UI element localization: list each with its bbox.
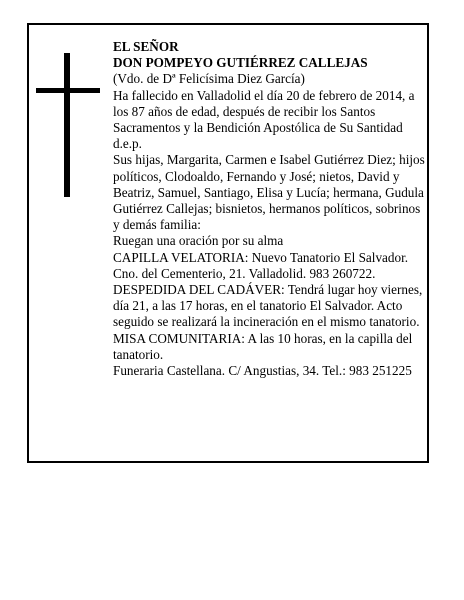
family-list: Sus hijas, Margarita, Carmen e Isabel Gutiérrez Diez; hijos políticos, Clodoaldo, Fernando y José; nietos, David y Beatriz, Samuel, Santiago, Elisa y Lucía; hermana, Gudula Gutiérrez Callejas; bisnietos, hermanos políticos, sobrinos y demás familia: xyxy=(113,152,425,233)
chapel-info: CAPILLA VELATORIA: Nuevo Tanatorio El Salvador. Cno. del Cementerio, 21. Valladolid. 983 260722. xyxy=(113,249,409,281)
prayer-request: Ruegan una oración por su alma xyxy=(113,233,284,249)
widower-line: (Vdo. de Dª Felicísima Diez García) xyxy=(113,71,305,87)
notice-title: EL SEÑOR xyxy=(113,39,179,54)
rip-line: d.e.p. xyxy=(113,136,142,152)
cross-horizontal-bar xyxy=(36,88,100,93)
obituary-text xyxy=(113,39,425,379)
cross-vertical-bar xyxy=(64,53,70,197)
deceased-name: DON POMPEYO GUTIÉRREZ CALLEJAS xyxy=(113,55,368,71)
farewell-info: DESPEDIDA DEL CADÁVER: Tendrá lugar hoy viernes, día 21, a las 17 horas, en el tanatorio El Salvador. Acto seguido se realizará la incineración en el mismo tanatorio. xyxy=(113,282,423,330)
cross-icon xyxy=(36,53,100,197)
death-announcement: Ha fallecido en Valladolid el día 20 de febrero de 2014, a los 87 años de edad, después de recibir los Santos Sacramentos y la Bendición Apostólica de Su Santidad xyxy=(113,87,415,136)
funeral-home-info: Funeraria Castellana. C/ Angustias, 34. Tel.: 983 251225 xyxy=(113,363,412,379)
mass-info: MISA COMUNITARIA: A las 10 horas, en la capilla del tanatorio. xyxy=(113,330,413,362)
